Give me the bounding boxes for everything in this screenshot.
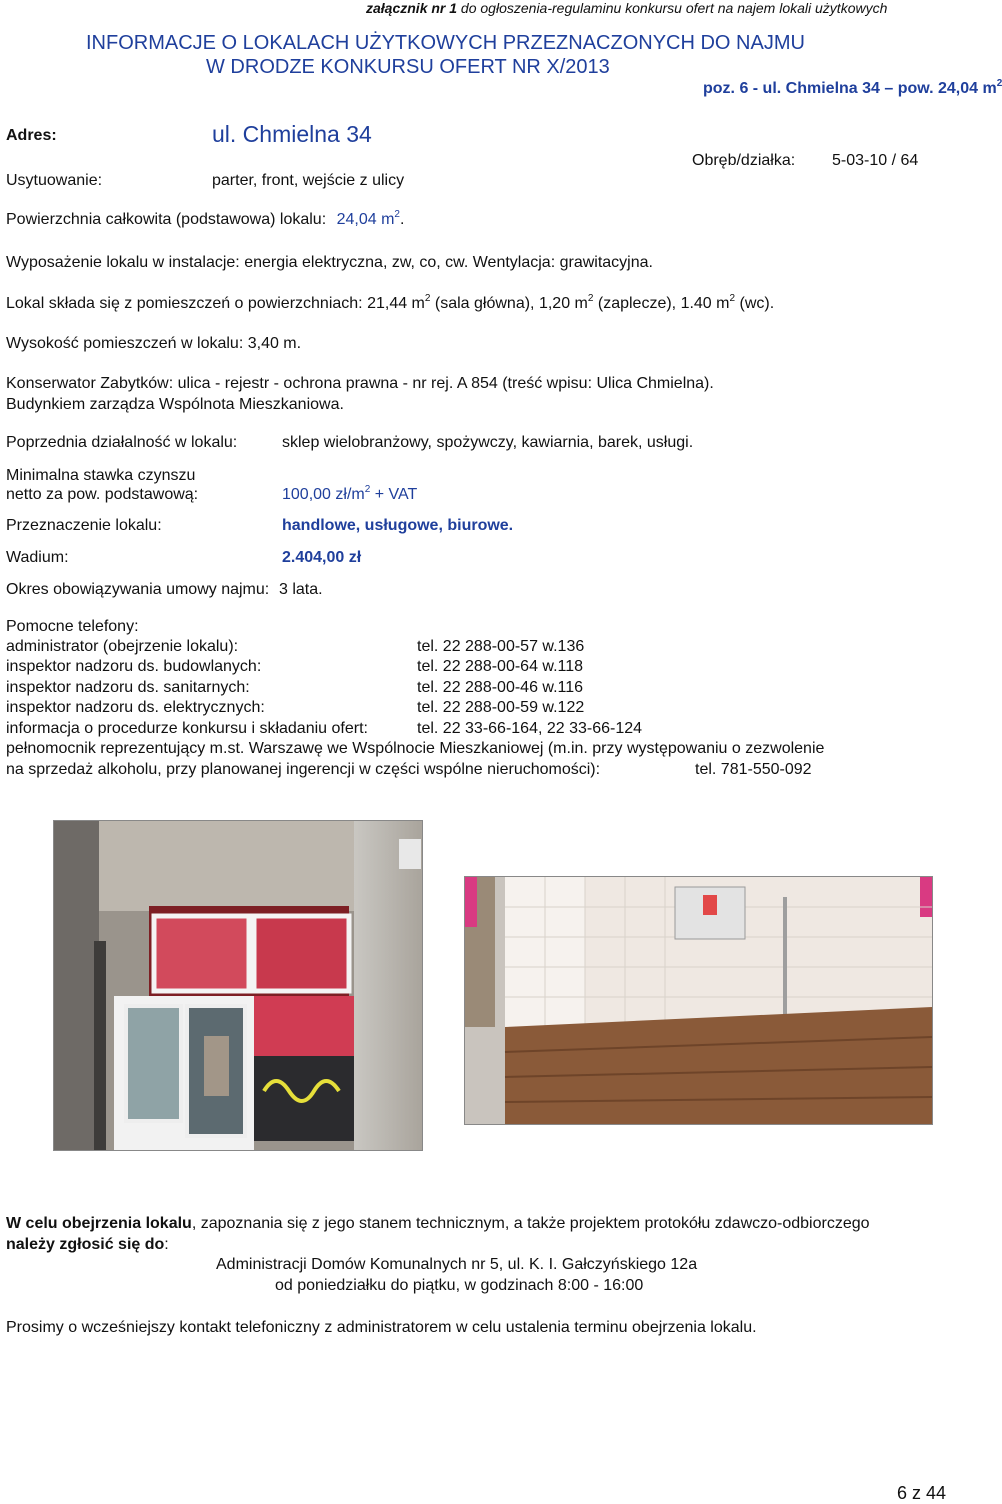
doc-title-line2: W DRODZE KONKURSU OFERT NR X/2013 — [206, 56, 610, 78]
deposit-value: 2.404,00 zł — [282, 549, 362, 566]
phone-row-value: tel. 22 288-00-46 w.116 — [417, 679, 584, 696]
purpose-value: handlowe, usługowe, biurowe. — [282, 517, 514, 534]
area-sup: 2 — [394, 209, 400, 220]
proxy-line1: pełnomocnik reprezentujący m.st. Warszawę we Wspólnocie Mieszkaniowej (m.in. przy występowaniu o zezwolenie — [6, 740, 825, 757]
rate-label-line2: netto za pow. podstawową: — [6, 486, 199, 503]
phone-row-label: inspektor nadzoru ds. elektrycznych: — [6, 699, 265, 716]
phone-row-value: tel. 22 288-00-64 w.118 — [417, 658, 584, 675]
management-text: Budynkiem zarządza Wspólnota Mieszkaniowa. — [6, 396, 344, 413]
address-label: Adres: — [6, 127, 57, 144]
annex-prefix: załącznik nr 1 — [366, 0, 458, 16]
interior-photo — [464, 876, 933, 1125]
rooms-sup2: 2 — [587, 293, 594, 304]
viewing-rest1: , zapoznania się z jego stanem technicznym, a także projektem protokółu zdawczo-odbiorczego — [191, 1215, 870, 1232]
rooms-text — [6, 295, 774, 313]
rate-sup: 2 — [364, 484, 371, 495]
term-label: Okres obowiązywania umowy najmu: — [6, 581, 270, 598]
equipment-text: Wyposażenie lokalu w instalacje: energia elektryczna, zw, co, cw. Wentylacja: grawitacyjna. — [6, 254, 653, 271]
storefront-illustration — [54, 821, 422, 1150]
area-value-text: 24,04 m — [336, 211, 395, 228]
viewing-closing: Prosimy o wcześniejszy kontakt telefoniczny z administratorem w celu ustalenia terminu obejrzenia lokalu. — [6, 1319, 757, 1336]
rate-label-line1: Minimalna stawka czynszu — [6, 467, 196, 484]
rooms-part1: Lokal składa się z pomieszczeń o powierzchniach: 21,44 m — [6, 295, 425, 312]
location-label: Usytuowanie: — [6, 172, 103, 189]
page-number: 6 z 44 — [897, 1483, 947, 1503]
storefront-photo — [53, 820, 423, 1151]
viewing-bold1: W celu obejrzenia lokalu — [6, 1215, 192, 1232]
proxy-line2: na sprzedaż alkoholu, przy planowanej ingerencji w części wspólne nieruchomości): — [6, 761, 601, 778]
rate-value-text: 100,00 zł/m — [282, 486, 365, 503]
phone-row-value: tel. 22 33-66-164, 22 33-66-124 — [417, 720, 643, 737]
phone-row — [6, 699, 265, 717]
phone-row — [6, 720, 368, 738]
rooms-part4: (wc). — [735, 295, 775, 312]
area-line — [6, 211, 404, 229]
viewing-bold2: należy zgłosić się do — [6, 1236, 165, 1253]
annex-rest: do ogłoszenia-regulaminu konkursu ofert na najem lokali użytkowych — [457, 0, 888, 16]
phones-heading: Pomocne telefony: — [6, 618, 139, 635]
purpose-label: Przeznaczenie lokalu: — [6, 517, 162, 534]
height-text: Wysokość pomieszczeń w lokalu: 3,40 m. — [6, 335, 302, 352]
phone-row — [6, 679, 250, 697]
address-value: ul. Chmielna 34 — [212, 121, 372, 147]
area-label: Powierzchnia całkowita (podstawowa) lokalu: — [6, 211, 327, 228]
conservator-text: Konserwator Zabytków: ulica - rejestr - ochrona prawna - nr rej. A 854 (treść wpisu: Ulica Chmielna). — [6, 375, 714, 392]
term-value: 3 lata. — [279, 581, 323, 598]
rooms-sup3: 2 — [729, 293, 736, 304]
interior-illustration — [465, 877, 932, 1124]
position-ref-text: poz. 6 - ul. Chmielna 34 – pow. 24,04 m — [703, 80, 997, 97]
viewing-line2 — [6, 1236, 169, 1254]
rooms-part3: (zaplecze), 1.40 m — [593, 295, 730, 312]
prev-activity-value: sklep wielobranżowy, spożywczy, kawiarnia, barek, usługi. — [282, 434, 694, 451]
area-value — [337, 211, 400, 228]
phone-row — [6, 658, 261, 676]
phone-row — [6, 638, 238, 656]
rate-suffix: + VAT — [370, 486, 418, 503]
prev-activity-label: Poprzednia działalność w lokalu: — [6, 434, 238, 451]
rooms-part2: (sala główna), 1,20 m — [430, 295, 588, 312]
viewing-rest2: : — [164, 1236, 169, 1253]
area-suffix: . — [399, 211, 405, 228]
phone-row-label: administrator (obejrzenie lokalu): — [6, 638, 239, 655]
doc-title-line1: INFORMACJE O LOKALACH UŻYTKOWYCH PRZEZNACZONYCH DO NAJMU — [86, 32, 805, 54]
position-ref-sup: 2 — [996, 78, 1002, 89]
rate-value — [282, 486, 417, 504]
plot-value: 5-03-10 / 64 — [832, 152, 919, 169]
viewing-hours: od poniedziałku do piątku, w godzinach 8:00 - 16:00 — [275, 1277, 644, 1294]
phone-row-value: tel. 22 288-00-59 w.122 — [417, 699, 585, 716]
viewing-line1 — [6, 1215, 870, 1233]
location-value: parter, front, wejście z ulicy — [212, 172, 405, 189]
phone-row-label: inspektor nadzoru ds. sanitarnych: — [6, 679, 250, 696]
position-ref — [703, 80, 1002, 98]
proxy-tel: tel. 781-550-092 — [695, 761, 812, 778]
plot-label: Obręb/działka: — [692, 152, 796, 169]
annex-note — [366, 0, 887, 16]
rooms-sup1: 2 — [424, 293, 431, 304]
viewing-office: Administracji Domów Komunalnych nr 5, ul. K. I. Gałczyńskiego 12a — [216, 1256, 698, 1273]
phone-row-label: inspektor nadzoru ds. budowlanych: — [6, 658, 262, 675]
phone-row-label: informacja o procedurze konkursu i składaniu ofert: — [6, 720, 368, 737]
deposit-label: Wadium: — [6, 549, 69, 566]
phone-row-value: tel. 22 288-00-57 w.136 — [417, 638, 585, 655]
